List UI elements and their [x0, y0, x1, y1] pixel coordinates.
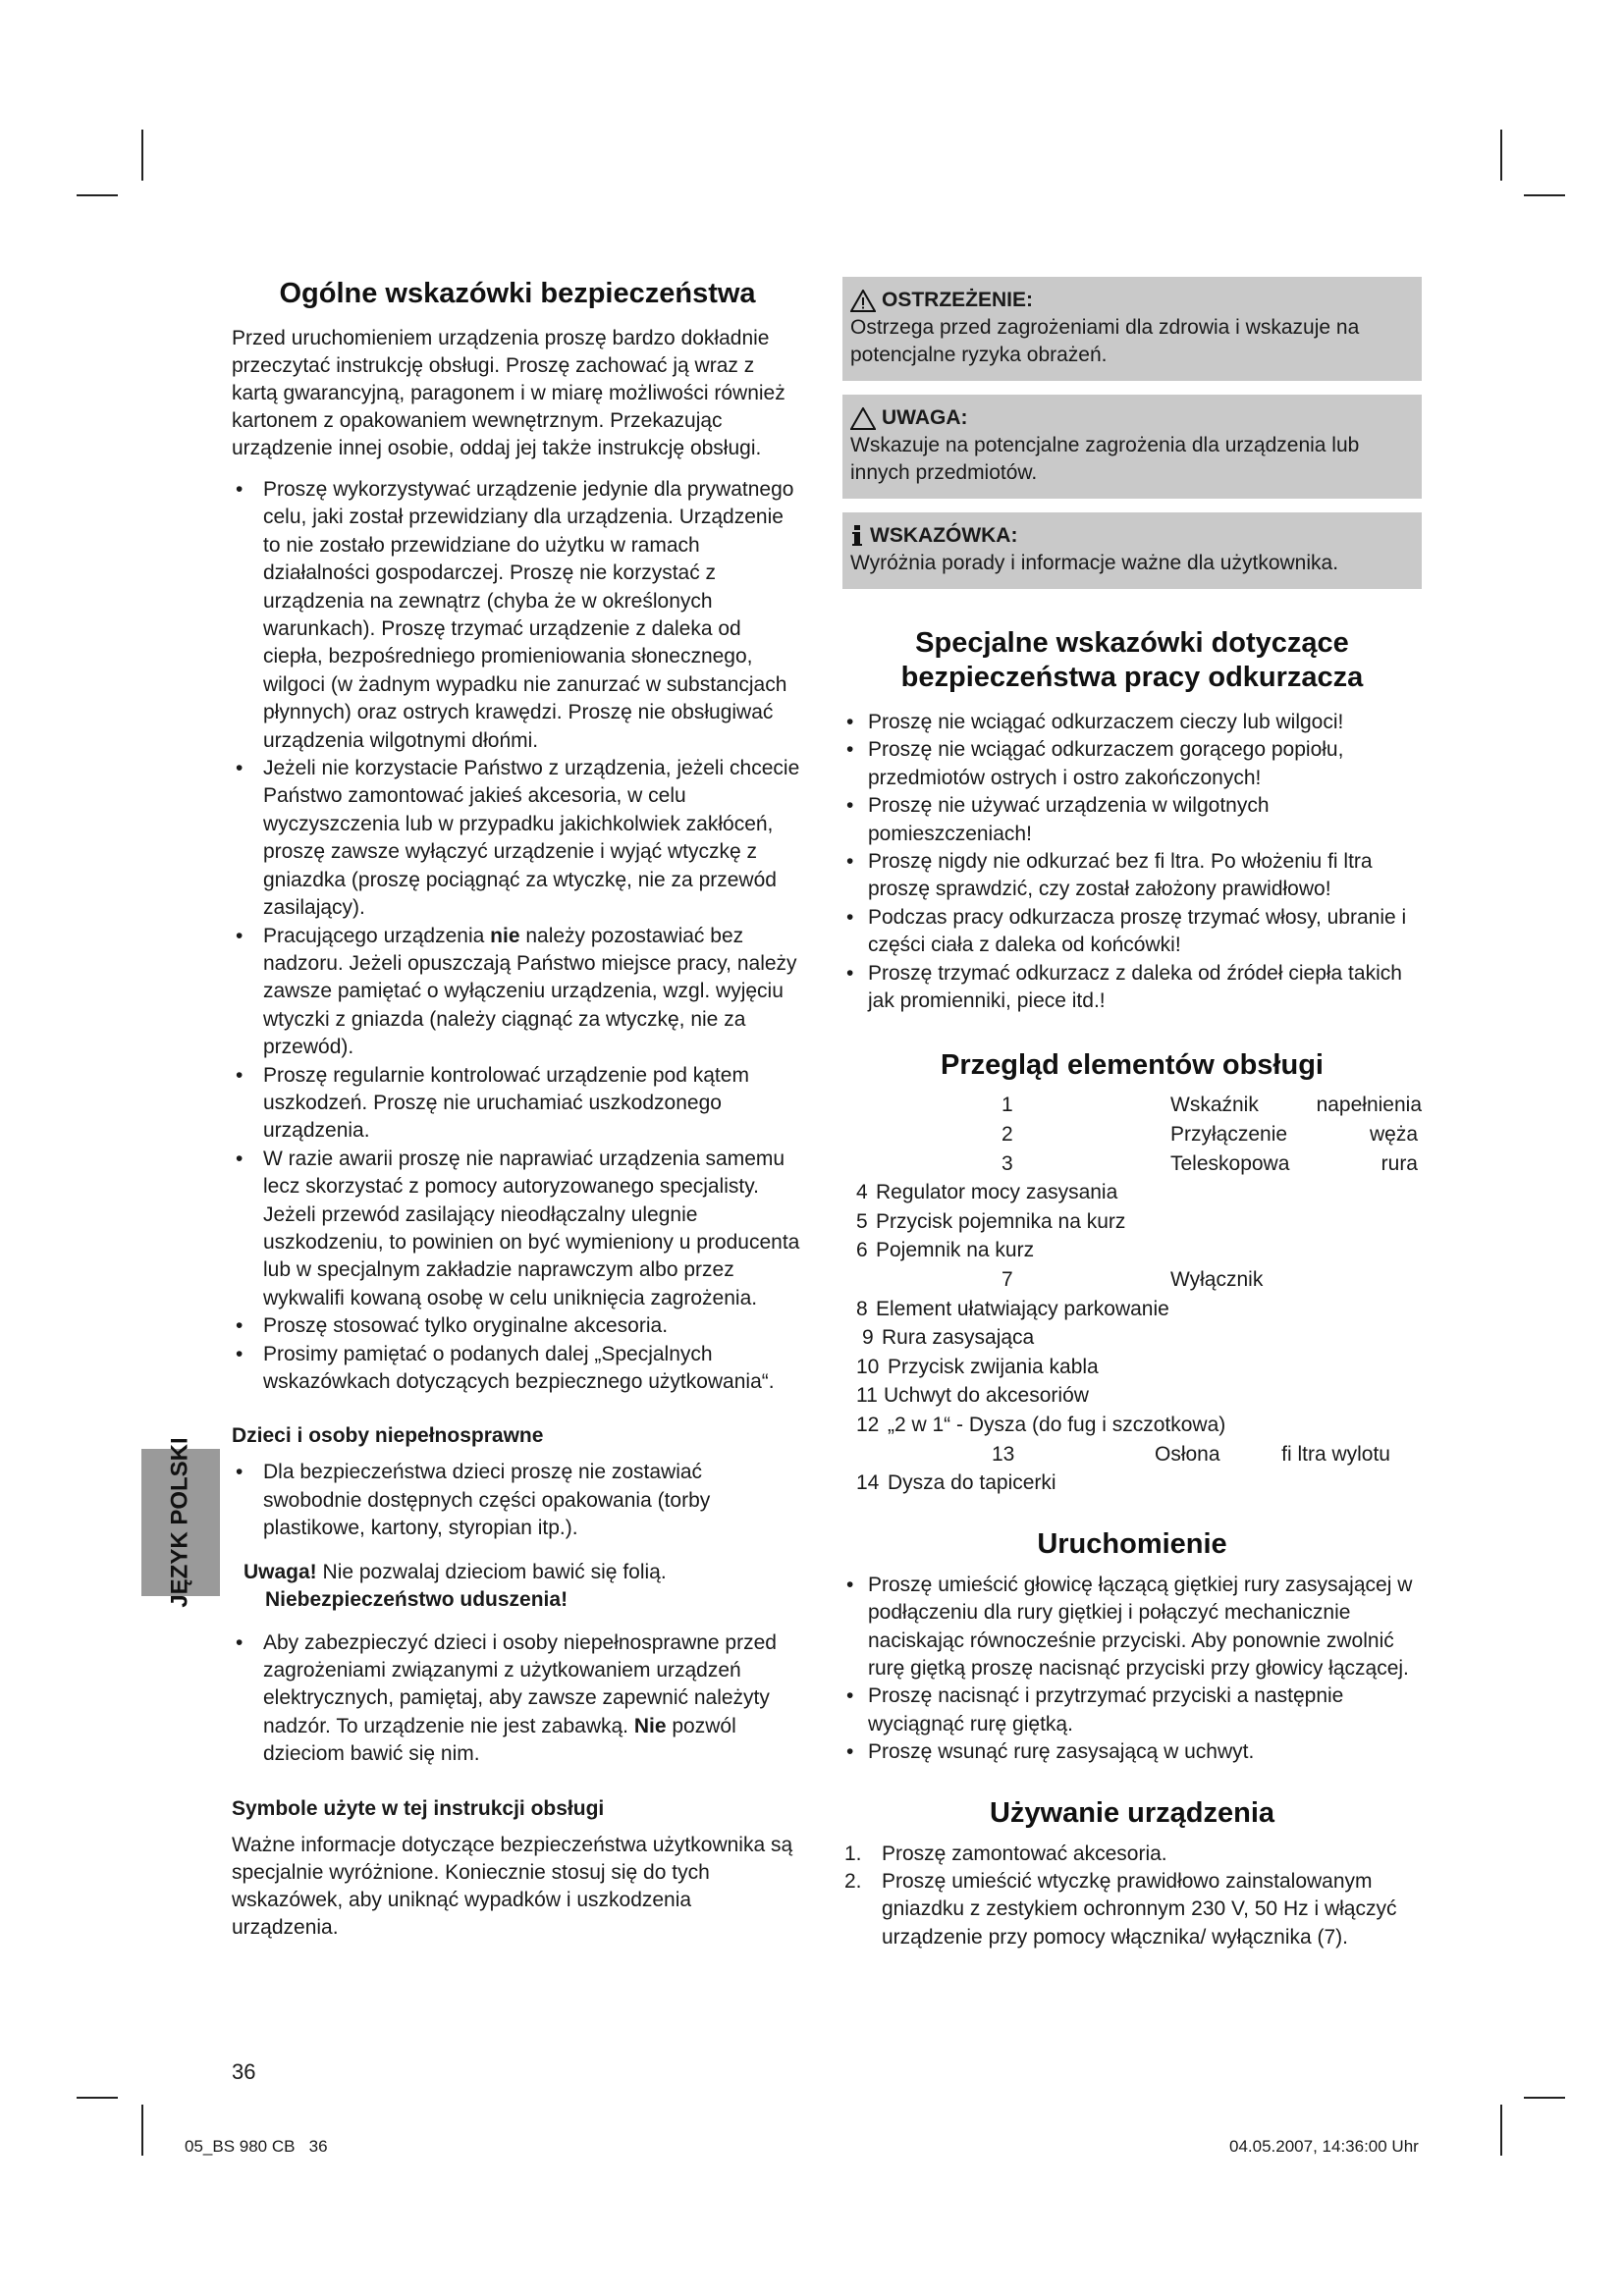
warning-box: [842, 277, 1422, 381]
caution-triangle-icon: [850, 407, 876, 430]
crop-mark: [1524, 194, 1565, 196]
controls-list: [842, 1091, 1422, 1497]
page-number: 36: [232, 2059, 256, 2084]
list-item: [842, 1149, 1422, 1179]
control-number: 9: [862, 1326, 874, 1350]
list-item: • Prosimy pamiętać o podanych dalej „Specjalnych wskazówkach dotyczących bezpiecznego użytkowania“.: [232, 1341, 803, 1397]
list-item: [842, 1468, 1422, 1498]
control-label: Teleskopowa: [1170, 1151, 1290, 1175]
list-item: • Proszę nigdy nie odkurzać bez fi ltra. Po włożeniu fi ltra proszę sprawdzić, czy został założony prawidłowo!: [842, 848, 1422, 904]
list-item: [842, 1868, 1422, 1951]
control-number: 8: [856, 1297, 868, 1320]
list-item: • Proszę nie używać urządzenia w wilgotnych pomieszczeniach!: [842, 792, 1422, 848]
bullet-text: należy pozostawiać bez nadzoru. Jeżeli opuszczają Państwo miejsce pracy, należy zawsze pamiętać o wyłączeniu urządzenia, wzgl. wyjęciu wtyczki z gniazda (należy ciągnąć za wtyczkę, nie za przewód).: [263, 924, 797, 1059]
general-safety-title: Ogólne wskazówki bezpieczeństwa: [279, 278, 756, 309]
control-label: Element ułatwiający parkowanie: [876, 1297, 1169, 1320]
control-label-cont: rura: [1380, 1151, 1418, 1175]
list-item: [842, 1207, 1422, 1237]
step-number: 1.: [844, 1842, 862, 1865]
control-number: 13: [992, 1442, 1015, 1466]
control-number: 7: [1001, 1268, 1013, 1292]
list-item: • Proszę wykorzystywać urządzenie jedynie dla prywatnego celu, jaki został przewidziany dla urządzenia. Urządzenie to nie zostało przewidziane do użytku w ramach działalności gospodarczej. Proszę nie korzystać z urządzenia na zewnątrz (chyba że w określonych warunkach). Proszę trzymać urządzenie z daleka od ciepła, bezpośredniego promieniowania słonecznego, wilgoci (w żadnym wypadku nie zanurzać w substancjach płynnych) oraz ostrych krawędzi. Proszę nie obsługiwać urządzenia wilgotnymi dłońmi.: [232, 476, 803, 755]
hint-box: [842, 512, 1422, 589]
startup-title: Uruchomienie: [1037, 1527, 1227, 1560]
warning-text: Nie pozwalaj dzieciom bawić się folią.: [316, 1560, 667, 1583]
control-number: 11: [856, 1384, 878, 1408]
control-label: Osłona: [1155, 1442, 1220, 1466]
box-text: Wskazuje na potencjalne zagrożenia dla urządzenia lub innych przedmiotów.: [850, 434, 1360, 484]
language-tab-label: JĘZYK POLSKI: [167, 1437, 193, 1608]
control-label-cont: napełnienia: [1316, 1094, 1422, 1117]
list-item: [842, 1236, 1422, 1265]
control-label: „2 w 1“ - Dysza (do fug i szczotkowa): [888, 1414, 1226, 1436]
list-item: [232, 1629, 803, 1769]
control-number: 14: [856, 1471, 880, 1495]
list-item: [842, 1411, 1422, 1440]
list-item: [842, 1178, 1422, 1207]
footer-timestamp: 04.05.2007, 14:36:00 Uhr: [1229, 2137, 1419, 2156]
list-item: [842, 1120, 1422, 1149]
footer-file-id: 05_BS 980 CB 36: [185, 2137, 328, 2156]
crop-mark: [1524, 2097, 1565, 2099]
usage-title: Używanie urządzenia: [989, 1796, 1275, 1829]
control-number: 6: [856, 1239, 868, 1262]
special-safety-title-line2: bezpieczeństwa pracy odkurzacza: [900, 662, 1364, 693]
control-number: 4: [856, 1181, 868, 1204]
list-item: [842, 1265, 1422, 1295]
list-item: • Jeżeli nie korzystacie Państwo z urządzenia, jeżeli chcecie Państwo zamontować jakieś akcesoria, w celu wyczyszczenia lub w przypadku jakichkolwiek zakłóceń, proszę zawsze wyłączyć urządzenie i wyjąć wtyczkę z gniazdka (proszę pociągnąć za wtyczkę, nie za przewód zasilający).: [232, 755, 803, 922]
step-number: 2.: [844, 1870, 862, 1894]
control-label-cont: fi ltra wylotu: [1281, 1442, 1390, 1466]
box-title-text: UWAGA:: [882, 406, 968, 429]
children-heading: Dzieci i osoby niepełnosprawne: [232, 1424, 544, 1448]
bullet-bold: Nie: [633, 1714, 667, 1737]
crop-mark: [141, 130, 143, 181]
box-title-text: OSTRZEŻENIE:: [882, 289, 1034, 311]
special-safety-title-line1: Specjalne wskazówki dotyczące: [915, 627, 1349, 659]
control-number: 5: [856, 1209, 868, 1233]
box-text: Wyróżnia porady i informacje ważne dla użytkownika.: [850, 552, 1339, 574]
bullet-text: Pracującego urządzenia: [263, 924, 491, 947]
children-bullet-list: [232, 1459, 803, 1542]
children-bullet-list-2: [232, 1629, 803, 1769]
left-column: [232, 277, 803, 1942]
control-label: Dysza do tapicerki: [888, 1471, 1056, 1495]
list-item: [842, 1323, 1422, 1353]
intro-paragraph: Przed uruchomieniem urządzenia proszę bardzo dokładnie przeczytać instrukcję obsługi. Proszę zachować ją wraz z kartą gwarancyjną, paragonem i w miarę możliwości również kartonem z opakowaniem wewnętrznym. Przekazując urządzenie innej osobie, oddaj jej także instrukcję obsługi.: [232, 327, 785, 459]
startup-bullet-list: [842, 1572, 1422, 1767]
list-item: • Proszę nie wciągać odkurzaczem cieczy lub wilgoci!: [842, 709, 1422, 736]
control-number: 1: [1001, 1094, 1013, 1117]
warning-label: Uwaga!: [244, 1560, 317, 1583]
warning-triangle-exclaim-icon: [850, 290, 876, 312]
control-label: Pojemnik na kurz: [876, 1239, 1035, 1262]
list-item: • Podczas pracy odkurzacza proszę trzymać włosy, ubranie i części ciała z daleka od końcówki!: [842, 904, 1422, 960]
hint-box-title: [850, 522, 1414, 550]
list-item: [842, 1440, 1422, 1469]
info-icon: [850, 524, 864, 548]
list-item: [842, 1353, 1422, 1382]
control-label: Przyłączenie: [1170, 1123, 1288, 1147]
list-item: • Proszę stosować tylko oryginalne akcesoria.: [232, 1312, 803, 1340]
caution-box-title: [850, 404, 1414, 432]
control-label: Wskaźnik: [1170, 1094, 1259, 1117]
control-label: Przycisk zwijania kabla: [888, 1355, 1099, 1378]
list-item: • Proszę trzymać odkurzacz z daleka od źródeł ciepła takich jak promienniki, piece itd.!: [842, 960, 1422, 1016]
crop-mark: [77, 2097, 118, 2099]
list-item: [842, 1381, 1422, 1411]
crop-mark: [1500, 2105, 1502, 2156]
list-item: • Proszę nacisnąć i przytrzymać przyciski a następnie wyciągnąć rurę giętką.: [842, 1682, 1422, 1738]
list-item: • Dla bezpieczeństwa dzieci proszę nie zostawiać swobodnie dostępnych części opakowania (torby plastikowe, kartony, styropian itp.).: [232, 1459, 803, 1542]
crop-mark: [141, 2105, 143, 2156]
symbols-heading: Symbole użyte w tej instrukcji obsługi: [232, 1796, 605, 1820]
usage-steps: [842, 1841, 1422, 1952]
list-item: • Proszę regularnie kontrolować urządzenie pod kątem uszkodzeń. Proszę nie uruchamiać uszkodzonego urządzenia.: [232, 1062, 803, 1146]
special-bullet-list: [842, 709, 1422, 1015]
list-item: • W razie awarii proszę nie naprawiać urządzenia samemu lecz skorzystać z pomocy autoryzowanego specjalisty. Jeżeli przewód zasilający nieodłączalny ulegnie uszkodzeniu, to powinien on być wymieniony u producenta lub w specjalnym zakładzie naprawczym albo przez wykwalifi kowaną osobę w celu uniknięcia zagrożenia.: [232, 1146, 803, 1312]
list-item: [232, 923, 803, 1062]
list-item: • Proszę nie wciągać odkurzaczem gorącego popiołu, przedmiotów ostrych i ostro zakończonych!: [842, 736, 1422, 792]
suffocation-warning: [244, 1559, 803, 1614]
bullet-text: pozwól dzieciom bawić się nim.: [263, 1714, 736, 1766]
caution-box: [842, 395, 1422, 499]
control-number: 3: [1001, 1151, 1013, 1175]
warning-bold: Niebezpieczeństwo uduszenia!: [265, 1587, 568, 1611]
crop-mark: [1500, 130, 1502, 181]
bullet-bold: nie: [490, 924, 520, 947]
controls-title: Przegląd elementów obsługi: [941, 1049, 1324, 1082]
safety-bullet-list: [232, 476, 803, 1396]
control-label-cont: węża: [1369, 1123, 1418, 1147]
list-item: [842, 1295, 1422, 1324]
box-text: Ostrzega przed zagrożeniami dla zdrowia i wskazuje na potencjalne ryzyka obrażeń.: [850, 316, 1360, 366]
control-label: Regulator mocy zasysania: [876, 1181, 1118, 1204]
warning-box-title: [850, 287, 1414, 314]
step-text: Proszę umieścić wtyczkę prawidłowo zainstalowanym gniazdku z zestykiem ochronnym 230 V, 50 Hz i włączyć urządzenie przy pomocy włącznika/ wyłącznika (7).: [882, 1870, 1397, 1949]
list-item: • Proszę umieścić głowicę łączącą giętkiej rury zasysającej w podłączeniu dla rury giętkiej i połączyć mechanicznie naciskając równocześnie przyciski. Aby ponownie zwolnić rurę giętką proszę nacisnąć przyciski przy głowicy łączącej.: [842, 1572, 1422, 1683]
step-text: Proszę zamontować akcesoria.: [882, 1842, 1167, 1865]
language-side-tab: [141, 1437, 220, 1608]
control-label: Rura zasysająca: [882, 1326, 1035, 1350]
control-number: 10: [856, 1355, 880, 1378]
list-item: • Proszę wsunąć rurę zasysającą w uchwyt.: [842, 1738, 1422, 1766]
control-label: Wyłącznik: [1170, 1268, 1264, 1292]
control-number: 2: [1001, 1123, 1013, 1147]
list-item: [842, 1841, 1422, 1868]
symbols-paragraph: Ważne informacje dotyczące bezpieczeństwa użytkownika są specjalnie wyróżnione. Koniecznie stosuj się do tych wskazówek, aby uniknąć wypadków i uszkodzenia urządzenia.: [232, 1833, 793, 1939]
control-label: Przycisk pojemnika na kurz: [876, 1209, 1126, 1233]
bullet-text: Aby zabezpieczyć dzieci i osoby niepełnosprawne przed zagrożeniami związanymi z użytkowaniem urządzeń elektrycznych, pamiętaj, aby zawsze zapewnić należyty nadzór. To urządzenie nie jest zabawką.: [263, 1630, 777, 1737]
right-column: [842, 277, 1422, 1951]
list-item: [842, 1091, 1422, 1120]
control-number: 12: [856, 1414, 880, 1436]
crop-mark: [77, 194, 118, 196]
control-label: Uchwyt do akcesoriów: [884, 1384, 1089, 1408]
box-title-text: WSKAZÓWKA:: [870, 524, 1018, 547]
